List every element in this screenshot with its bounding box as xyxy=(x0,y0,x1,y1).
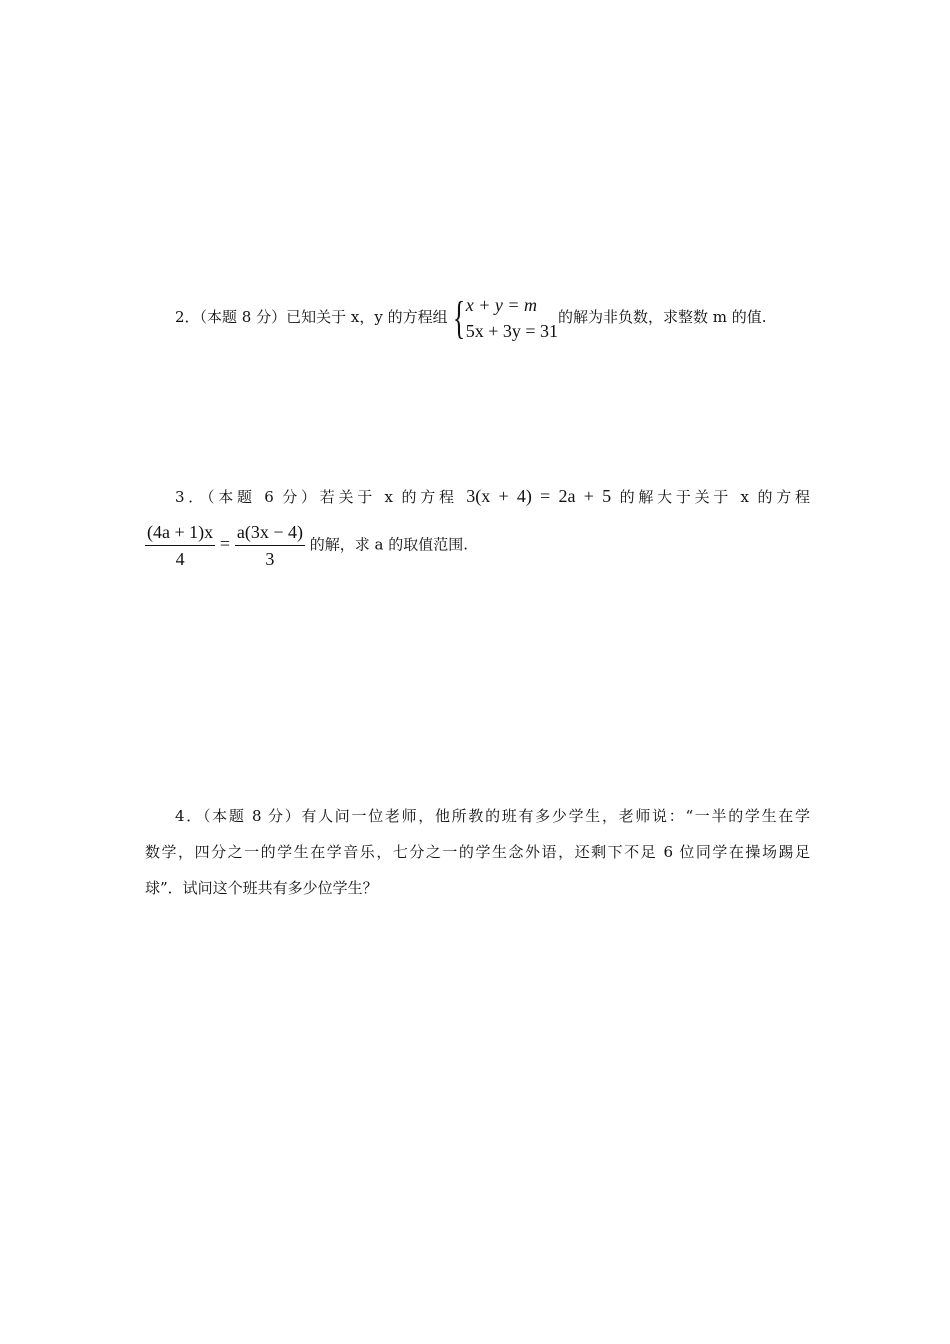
q3-line-1 xyxy=(145,478,810,515)
q4-line-3: 球”．试问这个班共有多少位学生？ xyxy=(145,879,378,897)
fraction-left-denominator: 4 xyxy=(175,549,185,569)
fraction-right-numerator: a(3x − 4) xyxy=(235,519,305,546)
q3-suffix: 的解，求 a 的取值范围. xyxy=(309,535,469,554)
q3-mid: 的解大于关于 x 的方程 xyxy=(619,488,810,506)
fraction-right xyxy=(235,519,305,572)
q3-line-2 xyxy=(145,519,810,572)
question-4 xyxy=(145,798,810,906)
q3-inline-equation: 3(x + 4) = 2a + 5 xyxy=(466,486,612,506)
fraction-right-denominator: 3 xyxy=(265,549,275,569)
equation-system xyxy=(466,292,558,344)
equals-sign: = xyxy=(219,533,231,554)
fraction-left xyxy=(145,519,215,572)
question-3 xyxy=(145,478,810,572)
system-brace: { xyxy=(452,292,465,343)
q2-suffix: 的解为非负数，求整数 m 的值. xyxy=(558,308,767,326)
q2-prefix: 2．（本题 8 分）已知关于 x，y 的方程组 xyxy=(175,308,448,326)
question-2 xyxy=(175,292,815,344)
system-equation-1: x + y = m xyxy=(465,295,537,315)
fraction-left-numerator: (4a + 1)x xyxy=(145,519,215,546)
q4-line-1: 4．（本题 8 分）有人问一位老师，他所教的班有多少学生，老师说：“一半的学生在学 xyxy=(175,807,810,825)
system-equation-2: 5x + 3y = 31 xyxy=(465,321,559,341)
q4-line-2: 数学，四分之一的学生在学音乐，七分之一的学生念外语，还剩下不足 6 位同学在操场踢足 xyxy=(145,843,810,861)
q3-prefix: 3．（本题 6 分）若关于 x 的方程 xyxy=(175,488,458,506)
